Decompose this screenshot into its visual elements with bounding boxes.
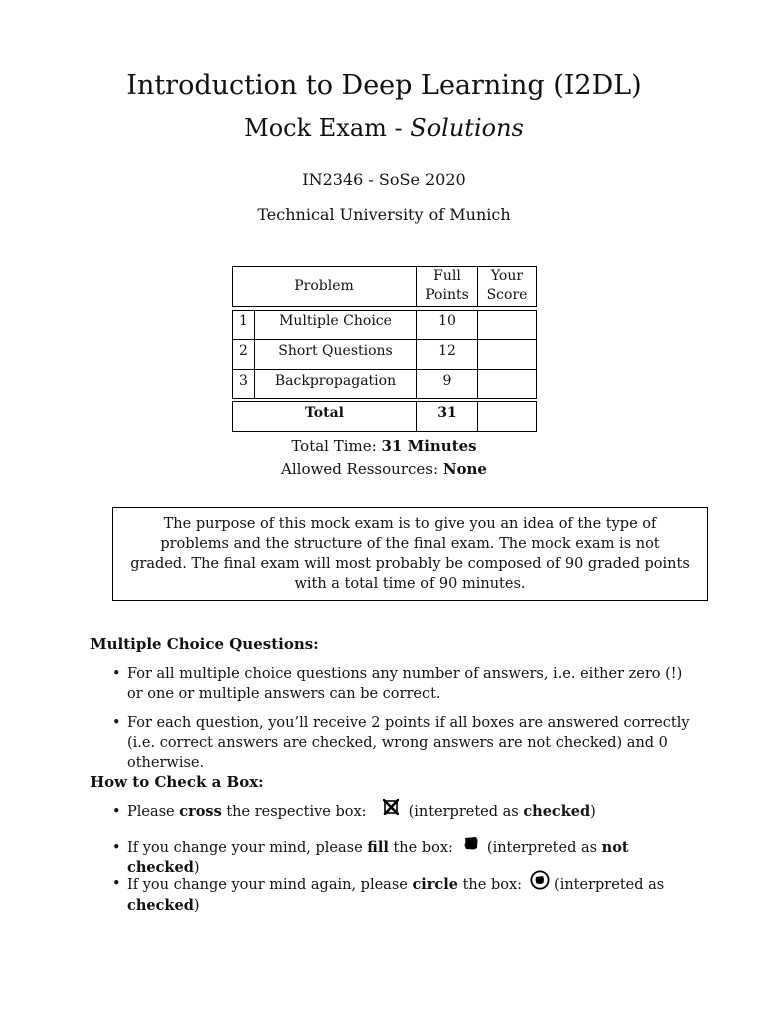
subtitle-separator: - — [386, 114, 411, 142]
row-1-number: 1 — [239, 313, 248, 329]
filled-box-icon — [463, 835, 479, 857]
row-1-score[interactable] — [478, 310, 536, 339]
course-code: IN2346 - SoSe 2020 — [302, 170, 466, 189]
circled-box-icon — [530, 870, 550, 896]
notice-text: The purpose of this mock exam is to give you an idea of the type of problems and the structure of the final exam. The mock exam is not graded. The final exam will most probably be composed of 90 graded points with a total time of 90 minutes. — [130, 516, 690, 592]
check-item-cross: • Please cross the respective box: (interpreted as checked) — [112, 802, 702, 822]
mc-bullet-1: • For all multiple choice questions any number of answers, i.e. either zero (!) or one or multiple answers can be correct. — [112, 666, 683, 702]
exam-title: Introduction to Deep Learning (I2DL) — [126, 70, 642, 101]
header-problem: Problem — [294, 277, 354, 294]
row-2-points: 12 — [438, 342, 456, 359]
row-1-points: 10 — [438, 313, 456, 329]
university-name: Technical University of Munich — [257, 205, 511, 224]
total-time: Total Time: 31 Minutes — [291, 437, 477, 455]
row-3-problem: Backpropagation — [274, 372, 397, 389]
points-table — [232, 266, 537, 432]
notice-box — [112, 507, 708, 601]
mc-bullet-2: • For each question, you’ll receive 2 points if all boxes are answered correctly (i.e. correct answers are checked, wrong answers are not checked) and 0 otherwise. — [112, 715, 690, 771]
allowed-resources: Allowed Ressources: None — [281, 460, 487, 478]
check-item-circle: • If you change your mind again, please circle the box: (interpreted as checked) — [112, 874, 702, 916]
row-2-problem: Short Questions — [278, 342, 393, 359]
row-3-number: 3 — [239, 372, 248, 389]
row-3-points: 9 — [442, 372, 452, 389]
check-heading: How to Check a Box: — [90, 773, 264, 791]
exam-subtitle — [0, 114, 768, 142]
check-item-fill: • If you change your mind, please fill the box: (interpreted as not checked) — [112, 838, 702, 878]
crossed-box-icon — [383, 799, 399, 821]
subtitle-main: Mock Exam — [244, 114, 387, 142]
row-2-score[interactable] — [478, 340, 536, 369]
header-full-points: Full Points — [425, 268, 469, 303]
header-your-score: Your Score — [486, 268, 528, 303]
mc-heading: Multiple Choice Questions: — [90, 635, 319, 653]
row-1-problem: Multiple Choice — [279, 313, 392, 329]
total-score[interactable] — [478, 402, 536, 431]
subtitle-italic: Solutions — [410, 114, 524, 142]
total-points: 31 — [437, 404, 457, 421]
total-label: Total — [304, 404, 344, 421]
row-2-number: 2 — [239, 342, 248, 359]
row-3-score[interactable] — [478, 370, 536, 398]
